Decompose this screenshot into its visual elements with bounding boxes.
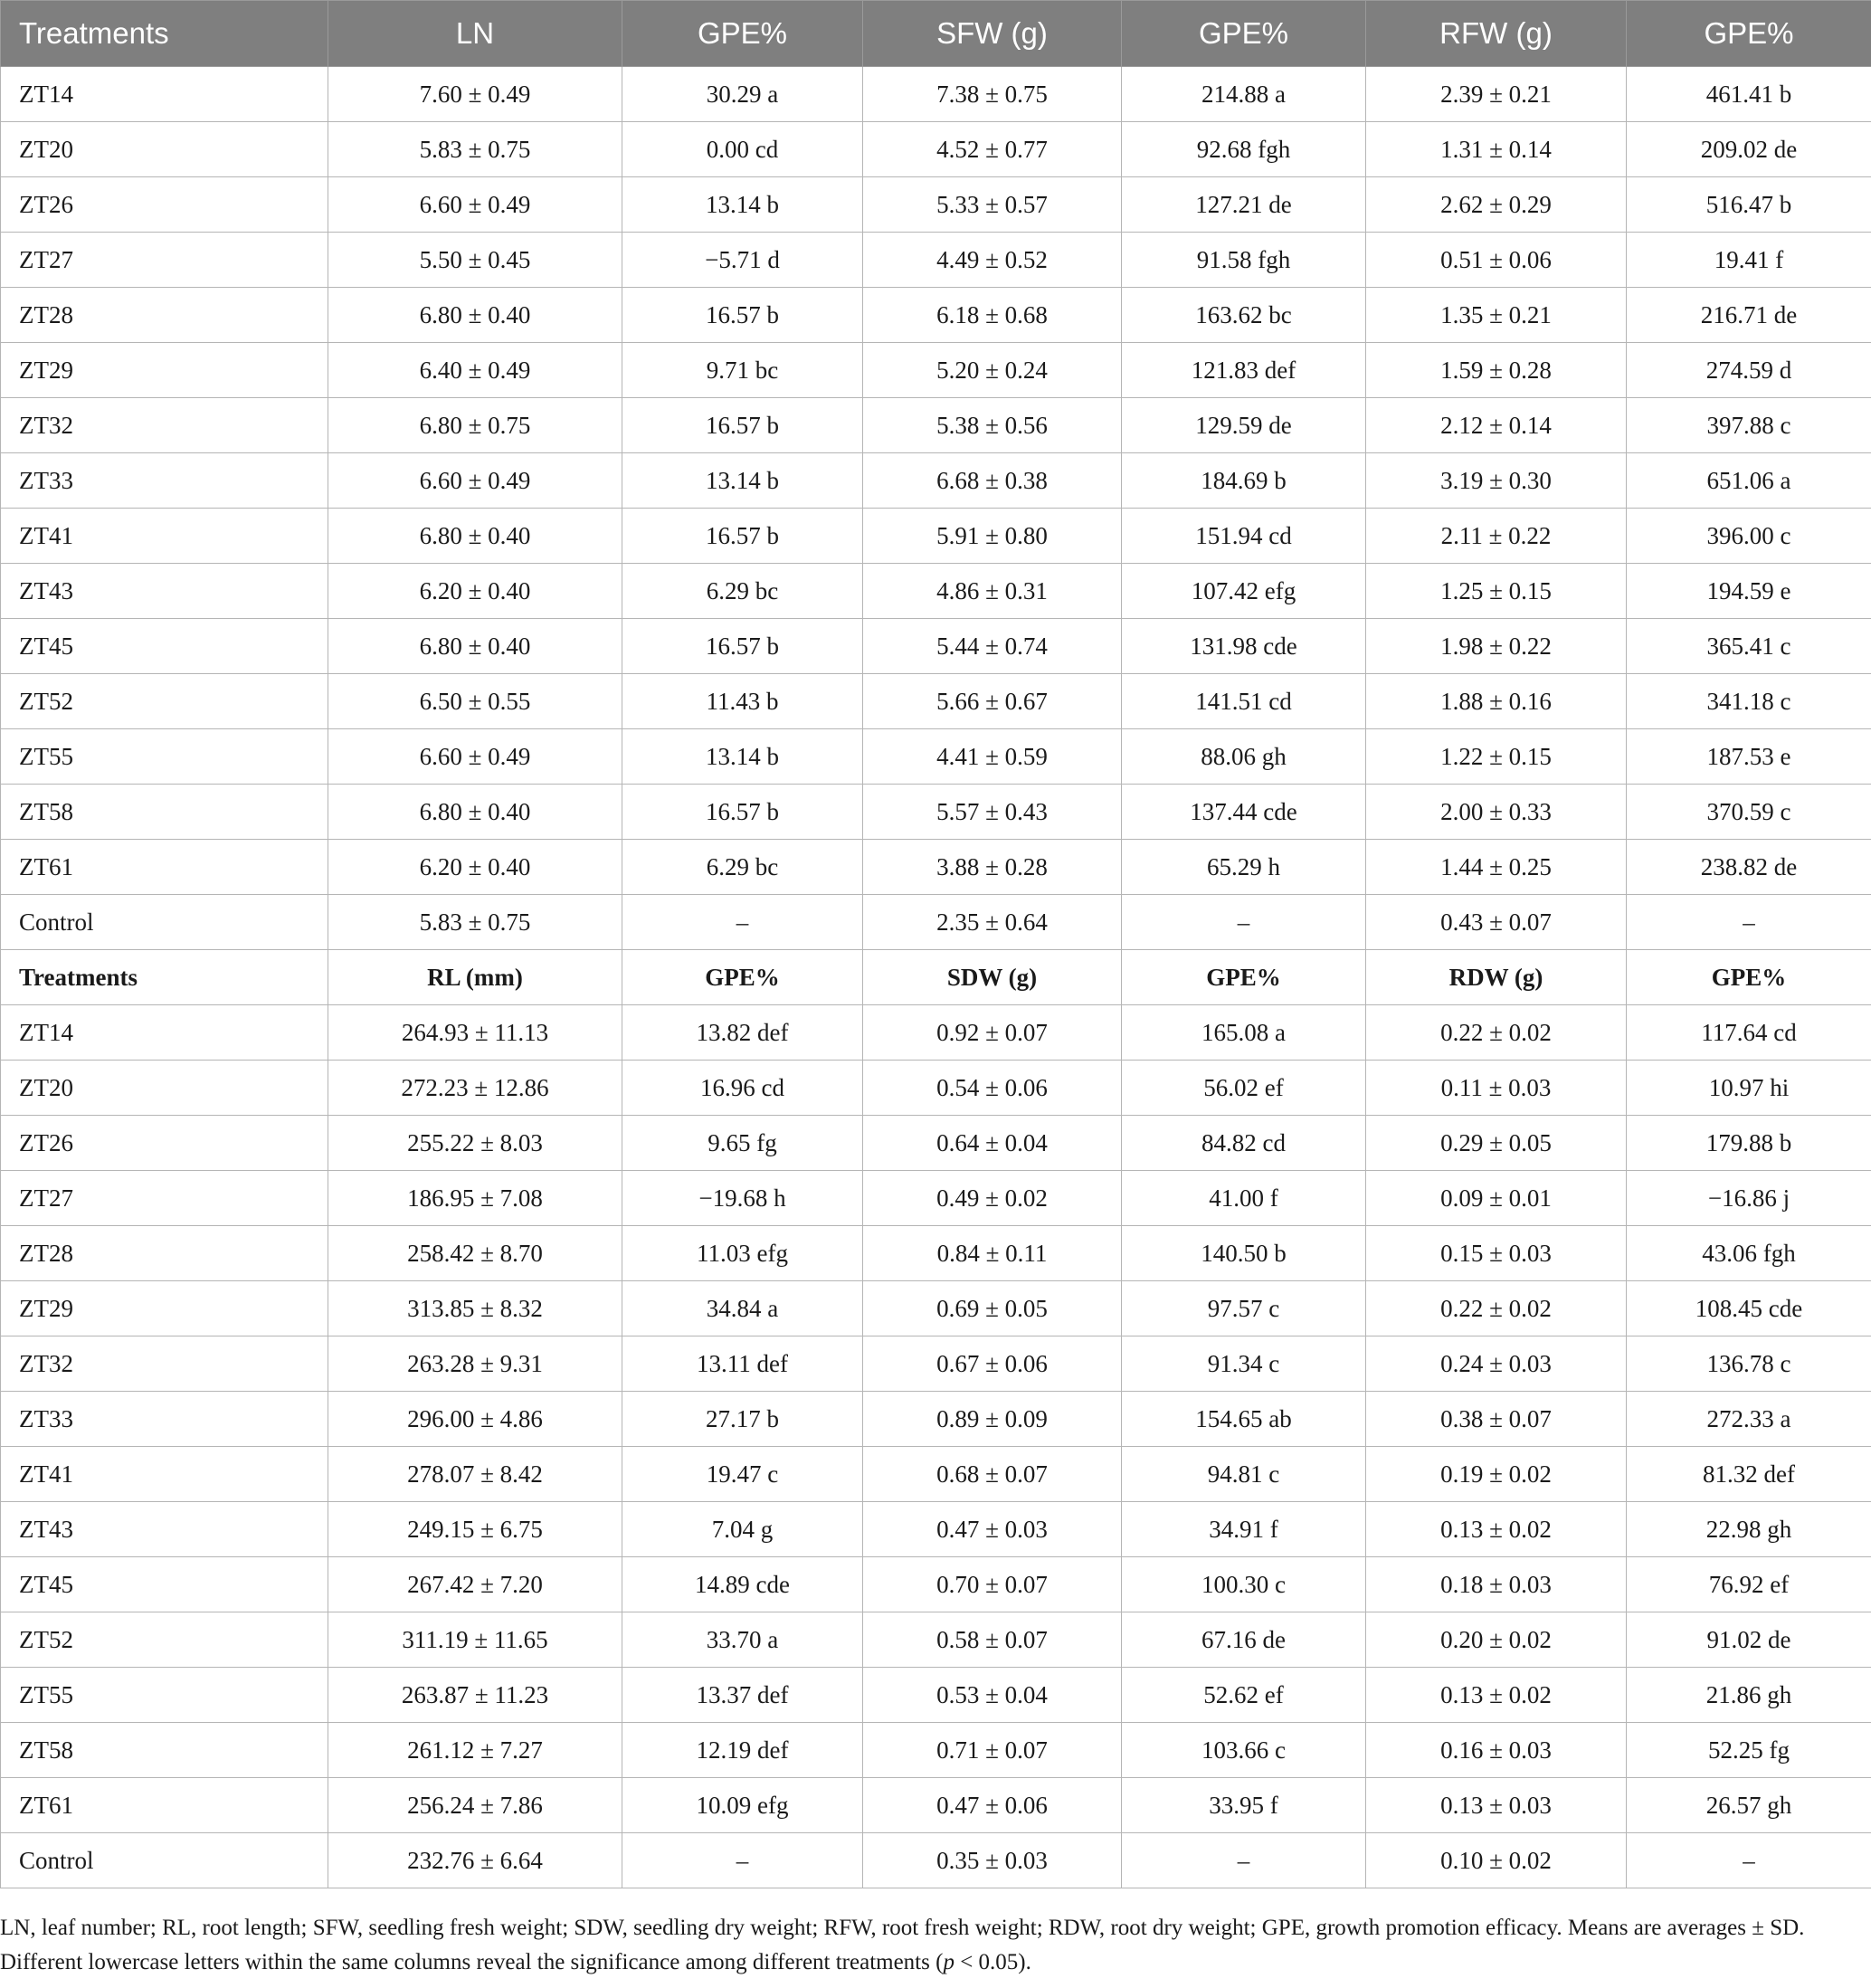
table-cell: 11.03 efg	[622, 1226, 863, 1281]
table-cell: 6.80 ± 0.40	[328, 785, 622, 840]
table-cell: 136.78 c	[1627, 1336, 1871, 1392]
table-cell: 0.69 ± 0.05	[863, 1281, 1122, 1336]
table-cell: 0.00 cd	[622, 122, 863, 177]
column-header: Treatments	[1, 1, 328, 67]
table-cell: 6.20 ± 0.40	[328, 564, 622, 619]
table-row	[1, 398, 1871, 453]
row-label-cell: ZT58	[1, 1723, 328, 1778]
row-label-cell: ZT32	[1, 398, 328, 453]
table-cell: 10.09 efg	[622, 1778, 863, 1833]
table-cell: 0.64 ± 0.04	[863, 1116, 1122, 1171]
table-cell: 278.07 ± 8.42	[328, 1447, 622, 1502]
table-cell: 6.40 ± 0.49	[328, 343, 622, 398]
table-cell: 11.43 b	[622, 674, 863, 729]
table-cell: 52.62 ef	[1122, 1668, 1366, 1723]
table-cell: 127.21 de	[1122, 177, 1366, 233]
table-row	[1, 1557, 1871, 1612]
table-cell: 238.82 de	[1627, 840, 1871, 895]
table-cell: 12.19 def	[622, 1723, 863, 1778]
table-row	[1, 1668, 1871, 1723]
row-label-cell: ZT27	[1, 233, 328, 288]
table-row	[1, 509, 1871, 564]
row-label-cell: ZT52	[1, 1612, 328, 1668]
table-row	[1, 729, 1871, 785]
table-cell: 0.47 ± 0.06	[863, 1778, 1122, 1833]
column-header: GPE%	[1122, 1, 1366, 67]
table-row	[1, 785, 1871, 840]
row-label-cell: ZT45	[1, 1557, 328, 1612]
table-cell: 117.64 cd	[1627, 1005, 1871, 1061]
row-label-cell: ZT43	[1, 564, 328, 619]
table-cell: 97.57 c	[1122, 1281, 1366, 1336]
table-cell: 19.41 f	[1627, 233, 1871, 288]
table-cell: 249.15 ± 6.75	[328, 1502, 622, 1557]
table-cell: −16.86 j	[1627, 1171, 1871, 1226]
table-cell: 0.70 ± 0.07	[863, 1557, 1122, 1612]
table-cell: 2.12 ± 0.14	[1366, 398, 1627, 453]
table-cell: 4.41 ± 0.59	[863, 729, 1122, 785]
table-cell: 30.29 a	[622, 67, 863, 122]
table-cell: 154.65 ab	[1122, 1392, 1366, 1447]
table-cell: 370.59 c	[1627, 785, 1871, 840]
table-row	[1, 122, 1871, 177]
row-label-cell: ZT28	[1, 288, 328, 343]
row-label-cell: ZT32	[1, 1336, 328, 1392]
table-cell: SDW (g)	[863, 950, 1122, 1005]
column-header: GPE%	[1627, 1, 1871, 67]
table-cell: 81.32 def	[1627, 1447, 1871, 1502]
column-header: RFW (g)	[1366, 1, 1627, 67]
table-cell: 5.50 ± 0.45	[328, 233, 622, 288]
table-cell: 56.02 ef	[1122, 1061, 1366, 1116]
table-cell: 43.06 fgh	[1627, 1226, 1871, 1281]
table-cell: 33.70 a	[622, 1612, 863, 1668]
table-cell: 34.84 a	[622, 1281, 863, 1336]
table-cell: 5.91 ± 0.80	[863, 509, 1122, 564]
table-cell: 6.80 ± 0.75	[328, 398, 622, 453]
table-cell: 0.13 ± 0.02	[1366, 1502, 1627, 1557]
table-row	[1, 67, 1871, 122]
table-cell: 10.97 hi	[1627, 1061, 1871, 1116]
table-row	[1, 1336, 1871, 1392]
table-cell: 311.19 ± 11.65	[328, 1612, 622, 1668]
table-cell: 461.41 b	[1627, 67, 1871, 122]
table-row	[1, 1281, 1871, 1336]
table-cell: 27.17 b	[622, 1392, 863, 1447]
table-row	[1, 1833, 1871, 1888]
table-row	[1, 1612, 1871, 1668]
table-cell: –	[1122, 1833, 1366, 1888]
footnote-text-end: < 0.05).	[954, 1950, 1031, 1974]
table-cell: 209.02 de	[1627, 122, 1871, 177]
table-row	[1, 1116, 1871, 1171]
table-cell: 5.38 ± 0.56	[863, 398, 1122, 453]
row-label-cell: ZT41	[1, 1447, 328, 1502]
table-row	[1, 288, 1871, 343]
table-cell: 397.88 c	[1627, 398, 1871, 453]
table-cell: 165.08 a	[1122, 1005, 1366, 1061]
table-cell: 6.80 ± 0.40	[328, 619, 622, 674]
table-cell: 263.28 ± 9.31	[328, 1336, 622, 1392]
table-cell: 6.20 ± 0.40	[328, 840, 622, 895]
table-cell: 76.92 ef	[1627, 1557, 1871, 1612]
row-label-cell: ZT27	[1, 1171, 328, 1226]
table-cell: 5.20 ± 0.24	[863, 343, 1122, 398]
table-cell: 2.62 ± 0.29	[1366, 177, 1627, 233]
table-cell: GPE%	[1627, 950, 1871, 1005]
table-cell: 0.47 ± 0.03	[863, 1502, 1122, 1557]
table-cell: 3.88 ± 0.28	[863, 840, 1122, 895]
table-subheader-row	[1, 950, 1871, 1005]
table-cell: 258.42 ± 8.70	[328, 1226, 622, 1281]
row-label-cell: ZT33	[1, 1392, 328, 1447]
table-row	[1, 1502, 1871, 1557]
table-cell: 16.96 cd	[622, 1061, 863, 1116]
table-cell: 137.44 cde	[1122, 785, 1366, 840]
table-row	[1, 1005, 1871, 1061]
table-cell: 88.06 gh	[1122, 729, 1366, 785]
table-cell: 103.66 c	[1122, 1723, 1366, 1778]
row-label-cell: ZT20	[1, 122, 328, 177]
table-cell: 261.12 ± 7.27	[328, 1723, 622, 1778]
row-label-cell: ZT61	[1, 1778, 328, 1833]
table-footnote	[0, 1911, 1846, 1980]
table-cell: 121.83 def	[1122, 343, 1366, 398]
table-cell: 0.18 ± 0.03	[1366, 1557, 1627, 1612]
table-cell: 14.89 cde	[622, 1557, 863, 1612]
table-cell: 52.25 fg	[1627, 1723, 1871, 1778]
table-cell: 0.35 ± 0.03	[863, 1833, 1122, 1888]
row-label-cell: ZT14	[1, 67, 328, 122]
table-cell: 1.44 ± 0.25	[1366, 840, 1627, 895]
table-cell: 1.59 ± 0.28	[1366, 343, 1627, 398]
table-cell: –	[1627, 1833, 1871, 1888]
table-cell: 0.10 ± 0.02	[1366, 1833, 1627, 1888]
table-cell: 0.22 ± 0.02	[1366, 1281, 1627, 1336]
table-row	[1, 564, 1871, 619]
table-cell: –	[622, 895, 863, 950]
table-cell: 107.42 efg	[1122, 564, 1366, 619]
table-cell: 1.22 ± 0.15	[1366, 729, 1627, 785]
table-cell: 0.15 ± 0.03	[1366, 1226, 1627, 1281]
table-cell: 184.69 b	[1122, 453, 1366, 509]
table-cell: 92.68 fgh	[1122, 122, 1366, 177]
table-cell: 4.86 ± 0.31	[863, 564, 1122, 619]
table-cell: −5.71 d	[622, 233, 863, 288]
table-cell: 6.80 ± 0.40	[328, 288, 622, 343]
row-label-cell: ZT45	[1, 619, 328, 674]
row-label-cell: ZT55	[1, 1668, 328, 1723]
table-cell: 4.49 ± 0.52	[863, 233, 1122, 288]
table-cell: 1.31 ± 0.14	[1366, 122, 1627, 177]
table-cell: GPE%	[1122, 950, 1366, 1005]
table-cell: 1.35 ± 0.21	[1366, 288, 1627, 343]
table-row	[1, 1226, 1871, 1281]
table-cell: 516.47 b	[1627, 177, 1871, 233]
table-cell: 3.19 ± 0.30	[1366, 453, 1627, 509]
table-cell: 0.29 ± 0.05	[1366, 1116, 1627, 1171]
table-row	[1, 1171, 1871, 1226]
table-cell: 16.57 b	[622, 619, 863, 674]
table-cell: 141.51 cd	[1122, 674, 1366, 729]
table-cell: 65.29 h	[1122, 840, 1366, 895]
row-label-cell: ZT29	[1, 343, 328, 398]
table-cell: 0.24 ± 0.03	[1366, 1336, 1627, 1392]
table-cell: 2.00 ± 0.33	[1366, 785, 1627, 840]
table-cell: 396.00 c	[1627, 509, 1871, 564]
table-cell: 91.02 de	[1627, 1612, 1871, 1668]
row-label-cell: Control	[1, 1833, 328, 1888]
table-cell: 179.88 b	[1627, 1116, 1871, 1171]
table-cell: 232.76 ± 6.64	[328, 1833, 622, 1888]
table-row	[1, 1447, 1871, 1502]
table-cell: 2.35 ± 0.64	[863, 895, 1122, 950]
table-cell: 0.89 ± 0.09	[863, 1392, 1122, 1447]
table-header-row	[1, 1, 1871, 67]
row-label-cell: ZT61	[1, 840, 328, 895]
table-cell: –	[1627, 895, 1871, 950]
table-cell: 6.29 bc	[622, 840, 863, 895]
table-cell: 6.50 ± 0.55	[328, 674, 622, 729]
table-cell: 5.33 ± 0.57	[863, 177, 1122, 233]
table-cell: 16.57 b	[622, 509, 863, 564]
table-cell: 0.53 ± 0.04	[863, 1668, 1122, 1723]
table-cell: 263.87 ± 11.23	[328, 1668, 622, 1723]
table-cell: 6.60 ± 0.49	[328, 729, 622, 785]
footnote-p-symbol: p	[943, 1950, 954, 1974]
table-cell: 140.50 b	[1122, 1226, 1366, 1281]
row-label-cell: ZT26	[1, 177, 328, 233]
table-cell: 0.19 ± 0.02	[1366, 1447, 1627, 1502]
table-cell: 4.52 ± 0.77	[863, 122, 1122, 177]
row-label-cell: ZT29	[1, 1281, 328, 1336]
table-cell: 0.51 ± 0.06	[1366, 233, 1627, 288]
table-cell: 94.81 c	[1122, 1447, 1366, 1502]
table-cell: 0.09 ± 0.01	[1366, 1171, 1627, 1226]
table-cell: 365.41 c	[1627, 619, 1871, 674]
table-cell: 13.14 b	[622, 177, 863, 233]
table-cell: 296.00 ± 4.86	[328, 1392, 622, 1447]
table-cell: –	[1122, 895, 1366, 950]
table-cell: 0.38 ± 0.07	[1366, 1392, 1627, 1447]
row-label-cell: ZT55	[1, 729, 328, 785]
table-cell: 264.93 ± 11.13	[328, 1005, 622, 1061]
table-cell: 16.57 b	[622, 288, 863, 343]
row-label-cell: ZT41	[1, 509, 328, 564]
table-row	[1, 233, 1871, 288]
column-header: GPE%	[622, 1, 863, 67]
table-cell: 84.82 cd	[1122, 1116, 1366, 1171]
table-cell: 13.14 b	[622, 729, 863, 785]
table-cell: 22.98 gh	[1627, 1502, 1871, 1557]
table-cell: 214.88 a	[1122, 67, 1366, 122]
table-cell: 0.68 ± 0.07	[863, 1447, 1122, 1502]
table-cell: 13.82 def	[622, 1005, 863, 1061]
row-label-cell: Control	[1, 895, 328, 950]
table-cell: 2.11 ± 0.22	[1366, 509, 1627, 564]
table-cell: 216.71 de	[1627, 288, 1871, 343]
table-cell: 0.67 ± 0.06	[863, 1336, 1122, 1392]
row-label-cell: Treatments	[1, 950, 328, 1005]
table-cell: 0.16 ± 0.03	[1366, 1723, 1627, 1778]
table-cell: 187.53 e	[1627, 729, 1871, 785]
table-cell: 186.95 ± 7.08	[328, 1171, 622, 1226]
table-row	[1, 840, 1871, 895]
table-cell: 163.62 bc	[1122, 288, 1366, 343]
table-cell: 1.88 ± 0.16	[1366, 674, 1627, 729]
table-row	[1, 1723, 1871, 1778]
table-cell: −19.68 h	[622, 1171, 863, 1226]
table-row	[1, 177, 1871, 233]
table-cell: 0.22 ± 0.02	[1366, 1005, 1627, 1061]
table-cell: 0.92 ± 0.07	[863, 1005, 1122, 1061]
table-cell: 9.71 bc	[622, 343, 863, 398]
table-cell: 0.11 ± 0.03	[1366, 1061, 1627, 1116]
row-label-cell: ZT58	[1, 785, 328, 840]
table-cell: 5.44 ± 0.74	[863, 619, 1122, 674]
table-cell: 0.20 ± 0.02	[1366, 1612, 1627, 1668]
table-cell: 5.83 ± 0.75	[328, 122, 622, 177]
table-body	[1, 67, 1871, 1888]
table-cell: 13.37 def	[622, 1668, 863, 1723]
table-cell: 272.23 ± 12.86	[328, 1061, 622, 1116]
table-row	[1, 453, 1871, 509]
table-cell: RDW (g)	[1366, 950, 1627, 1005]
table-row	[1, 343, 1871, 398]
table-cell: 16.57 b	[622, 398, 863, 453]
table-cell: –	[622, 1833, 863, 1888]
row-label-cell: ZT33	[1, 453, 328, 509]
table-cell: 100.30 c	[1122, 1557, 1366, 1612]
table-cell: 0.71 ± 0.07	[863, 1723, 1122, 1778]
table-cell: 1.98 ± 0.22	[1366, 619, 1627, 674]
row-label-cell: ZT20	[1, 1061, 328, 1116]
table-cell: 6.29 bc	[622, 564, 863, 619]
table-cell: 16.57 b	[622, 785, 863, 840]
table-cell: 194.59 e	[1627, 564, 1871, 619]
table-cell: 6.60 ± 0.49	[328, 177, 622, 233]
table-row	[1, 674, 1871, 729]
table-cell: 0.13 ± 0.02	[1366, 1668, 1627, 1723]
table-cell: 255.22 ± 8.03	[328, 1116, 622, 1171]
table-row	[1, 1392, 1871, 1447]
row-label-cell: ZT52	[1, 674, 328, 729]
footnote-text: LN, leaf number; RL, root length; SFW, seedling fresh weight; SDW, seedling dry weight; RFW, root fresh weight; RDW, root dry weight; GPE, growth promotion efficacy. Means are averages ± SD. Different lowercase letters within the same columns reveal the significance among different treatments (	[0, 1916, 1805, 1974]
row-label-cell: ZT26	[1, 1116, 328, 1171]
table-cell: 5.66 ± 0.67	[863, 674, 1122, 729]
table-cell: RL (mm)	[328, 950, 622, 1005]
table-cell: 7.38 ± 0.75	[863, 67, 1122, 122]
table-cell: 131.98 cde	[1122, 619, 1366, 674]
table-cell: 0.49 ± 0.02	[863, 1171, 1122, 1226]
table-cell: GPE%	[622, 950, 863, 1005]
table-cell: 33.95 f	[1122, 1778, 1366, 1833]
table-cell: 91.34 c	[1122, 1336, 1366, 1392]
table-cell: 41.00 f	[1122, 1171, 1366, 1226]
table-cell: 256.24 ± 7.86	[328, 1778, 622, 1833]
table-cell: 91.58 fgh	[1122, 233, 1366, 288]
table-cell: 0.13 ± 0.03	[1366, 1778, 1627, 1833]
table-cell: 13.14 b	[622, 453, 863, 509]
table-cell: 6.80 ± 0.40	[328, 509, 622, 564]
table-row	[1, 1061, 1871, 1116]
table-cell: 19.47 c	[622, 1447, 863, 1502]
table-cell: 6.60 ± 0.49	[328, 453, 622, 509]
table-cell: 0.43 ± 0.07	[1366, 895, 1627, 950]
table-row	[1, 619, 1871, 674]
table-cell: 21.86 gh	[1627, 1668, 1871, 1723]
column-header: SFW (g)	[863, 1, 1122, 67]
table-cell: 26.57 gh	[1627, 1778, 1871, 1833]
table-cell: 129.59 de	[1122, 398, 1366, 453]
row-label-cell: ZT43	[1, 1502, 328, 1557]
table-cell: 13.11 def	[622, 1336, 863, 1392]
table-cell: 151.94 cd	[1122, 509, 1366, 564]
row-label-cell: ZT28	[1, 1226, 328, 1281]
table-cell: 34.91 f	[1122, 1502, 1366, 1557]
table-cell: 651.06 a	[1627, 453, 1871, 509]
table-cell: 267.42 ± 7.20	[328, 1557, 622, 1612]
column-header: LN	[328, 1, 622, 67]
table-row	[1, 1778, 1871, 1833]
table-cell: 6.68 ± 0.38	[863, 453, 1122, 509]
table-cell: 0.58 ± 0.07	[863, 1612, 1122, 1668]
table-cell: 341.18 c	[1627, 674, 1871, 729]
table-cell: 9.65 fg	[622, 1116, 863, 1171]
table-cell: 5.83 ± 0.75	[328, 895, 622, 950]
table-cell: 6.18 ± 0.68	[863, 288, 1122, 343]
row-label-cell: ZT14	[1, 1005, 328, 1061]
table-cell: 67.16 de	[1122, 1612, 1366, 1668]
table-cell: 2.39 ± 0.21	[1366, 67, 1627, 122]
table-cell: 1.25 ± 0.15	[1366, 564, 1627, 619]
table-cell: 7.04 g	[622, 1502, 863, 1557]
table-cell: 272.33 a	[1627, 1392, 1871, 1447]
table-row	[1, 895, 1871, 950]
table-cell: 5.57 ± 0.43	[863, 785, 1122, 840]
table-cell: 7.60 ± 0.49	[328, 67, 622, 122]
table-cell: 274.59 d	[1627, 343, 1871, 398]
table-cell: 0.54 ± 0.06	[863, 1061, 1122, 1116]
table-cell: 0.84 ± 0.11	[863, 1226, 1122, 1281]
table-cell: 313.85 ± 8.32	[328, 1281, 622, 1336]
table-cell: 108.45 cde	[1627, 1281, 1871, 1336]
